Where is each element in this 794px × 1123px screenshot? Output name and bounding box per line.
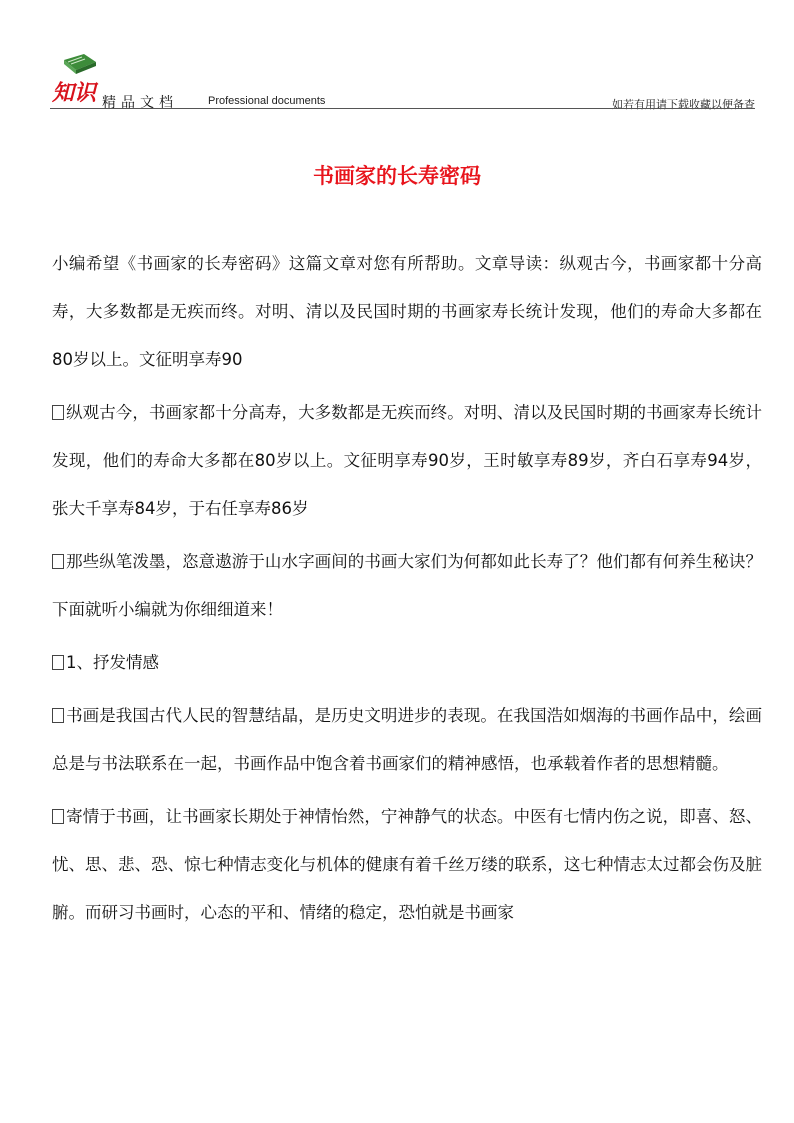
- empty-box-icon: [52, 708, 64, 723]
- section-heading: [52, 639, 762, 687]
- paragraph-text: 书画是我国古代人民的智慧结晶，是历史文明进步的表现。在我国浩如烟海的书画作品中，绘画总是与书法联系在一起，书画作品中饱含着书画家们的精神感悟，也承载着作者的思想精髓。: [52, 706, 762, 773]
- section-heading-text: 1、抒发情感: [66, 653, 159, 672]
- empty-box-icon: [52, 809, 64, 824]
- empty-box-icon: [52, 655, 64, 670]
- logo-text: 知识: [52, 80, 97, 104]
- paragraph-text: 小编希望《书画家的长寿密码》这篇文章对您有所帮助。文章导读：纵观古今，书画家都十分高寿，大多数都是无疾而终。对明、清以及民国时期的书画家寿长统计发现，他们的寿命大多都在80岁以上。文征明享寿90: [52, 254, 762, 369]
- empty-box-icon: [52, 405, 64, 420]
- article-body: [52, 240, 762, 942]
- paragraph-text: 纵观古今，书画家都十分高寿，大多数都是无疾而终。对明、清以及民国时期的书画家寿长统计发现，他们的寿命大多都在80岁以上。文征明享寿90岁，王时敏享寿89岁，齐白石享寿94岁，张大千享寿84岁，于右任享寿86岁: [52, 403, 762, 518]
- paragraph-text: 那些纵笔泼墨，恣意遨游于山水字画间的书画大家们为何都如此长寿了？他们都有何养生秘诀？下面就听小编就为你细细道来！: [52, 552, 762, 619]
- empty-box-icon: [52, 554, 64, 569]
- paragraph-3: [52, 538, 762, 634]
- paragraph-6: [52, 793, 762, 937]
- paragraph-1: [52, 240, 762, 384]
- page-header: [50, 52, 755, 110]
- header-note: 如若有用请下载收藏以便备查: [612, 98, 755, 111]
- paragraph-5: [52, 692, 762, 788]
- book-logo-icon: [50, 52, 106, 104]
- paragraph-text: 寄情于书画，让书画家长期处于神情怡然，宁神静气的状态。中医有七情内伤之说，即喜、怒、忧、思、悲、恐、惊七种情志变化与机体的健康有着千丝万缕的联系，这七种情志太过都会伤及脏腑。而研习书画时，心态的平和、情绪的稳定，恐怕就是书画家: [52, 807, 762, 922]
- article-title: 书画家的长寿密码: [313, 163, 481, 188]
- brand-english: Professional documents: [208, 95, 326, 107]
- paragraph-2: [52, 389, 762, 533]
- header-divider: [50, 108, 755, 109]
- logo: [50, 52, 106, 104]
- brand-name: 精品文档: [102, 95, 178, 111]
